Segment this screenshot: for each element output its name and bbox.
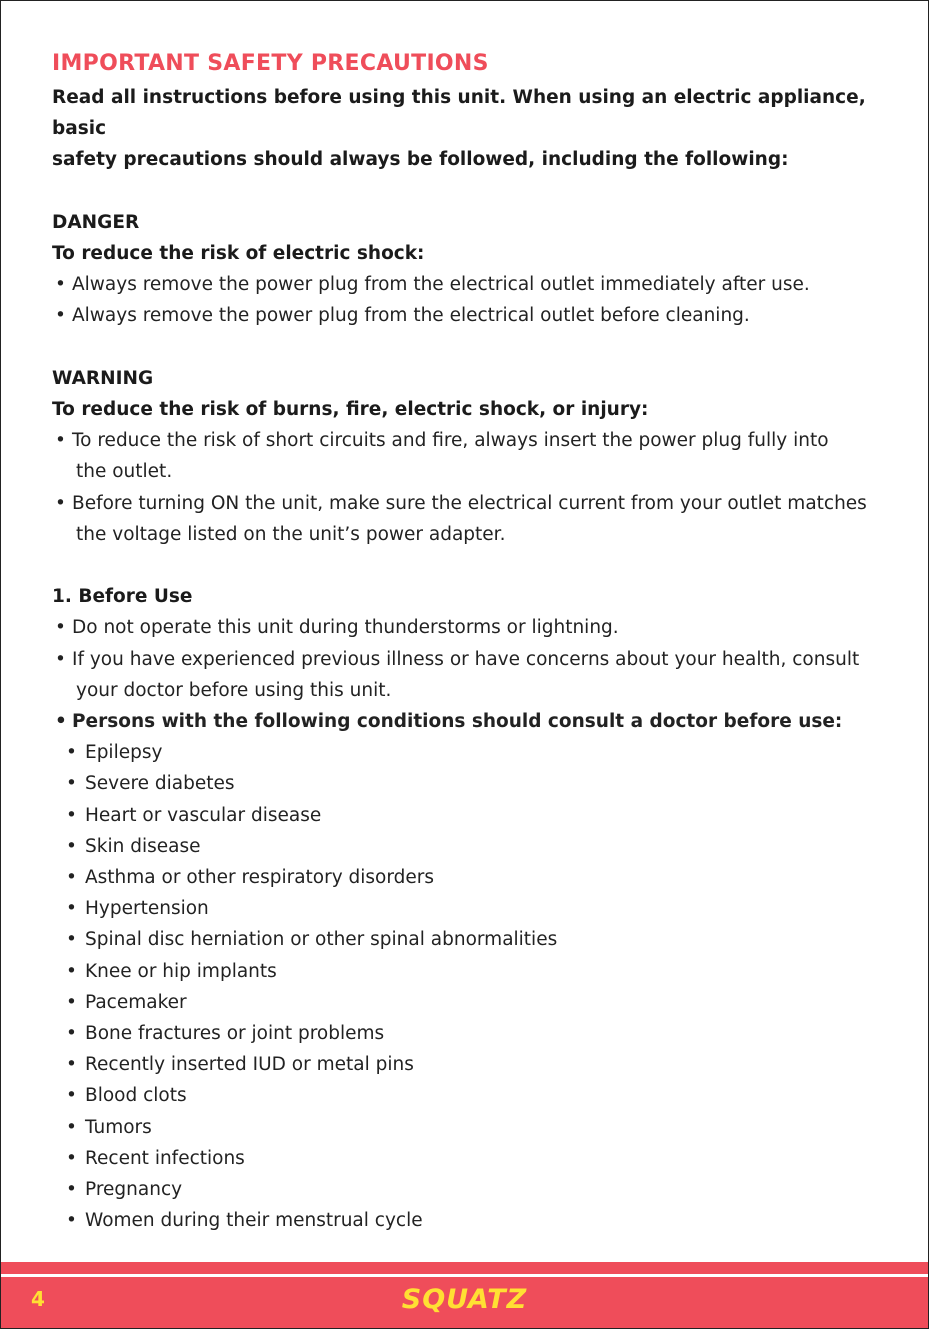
bullet-icon: •: [66, 742, 77, 764]
list-item: [52, 644, 882, 675]
warning-subheading: To reduce the risk of burns, fire, electric shock, or injury:: [52, 398, 649, 420]
bullet-icon: •: [55, 617, 66, 639]
bullet-icon: •: [55, 305, 66, 327]
list-item: [52, 300, 882, 331]
list-item-text: Skin disease: [85, 835, 201, 857]
list-item-text: Spinal disc herniation or other spinal abnormalities: [85, 929, 558, 951]
list-item-text: Persons with the following conditions should consult a doctor before use:: [72, 710, 843, 732]
list-item-continuation: the voltage listed on the unit’s power adapter.: [76, 523, 506, 545]
bullet-icon: •: [66, 1210, 77, 1232]
bullet-icon: •: [66, 1147, 77, 1169]
bullet-icon: •: [66, 835, 77, 857]
bullet-icon: •: [55, 648, 66, 670]
list-item: [52, 1205, 882, 1236]
list-item-text: Pregnancy: [85, 1178, 183, 1200]
list-item: [52, 706, 882, 737]
list-item-text: Do not operate this unit during thunderstorms or lightning.: [72, 617, 619, 639]
list-item: [52, 1174, 882, 1205]
warning-heading: WARNING: [52, 367, 154, 389]
footer-bar: [1, 1277, 928, 1328]
list-item-text: Recently inserted IUD or metal pins: [85, 1054, 414, 1076]
list-item: [52, 924, 882, 955]
list-item: [52, 1018, 882, 1049]
list-item: [52, 1143, 882, 1174]
page-title: IMPORTANT SAFETY PRECAUTIONS: [52, 51, 489, 76]
list-item: [52, 956, 882, 987]
list-item: [52, 737, 882, 768]
list-item-text: Epilepsy: [85, 742, 163, 764]
bullet-icon: •: [66, 898, 77, 920]
bullet-icon: •: [66, 991, 77, 1013]
list-item-text: Heart or vascular disease: [85, 804, 322, 826]
list-item-text: Hypertension: [85, 898, 209, 920]
list-item-text: Always remove the power plug from the electrical outlet before cleaning.: [72, 305, 750, 327]
spacer: [52, 332, 882, 363]
bullet-icon: •: [66, 804, 77, 826]
list-item: [52, 1112, 882, 1143]
list-item: [52, 862, 882, 893]
list-item-text: Tumors: [85, 1116, 152, 1138]
list-item-text: To reduce the risk of short circuits and fire, always insert the power plug fully into: [72, 430, 829, 452]
bullet-icon: •: [55, 274, 66, 296]
bullet-icon: •: [66, 1178, 77, 1200]
bullet-icon: •: [55, 492, 66, 514]
list-item-continuation: the outlet.: [76, 461, 173, 483]
list-item-continuation: your doctor before using this unit.: [76, 679, 392, 701]
list-item: [52, 768, 882, 799]
list-item: [52, 893, 882, 924]
list-item-text: Pacemaker: [85, 991, 187, 1013]
list-item-text: Blood clots: [85, 1085, 187, 1107]
conditions-list: [52, 737, 882, 1236]
bullet-icon: •: [66, 1054, 77, 1076]
list-item-text: Bone fractures or joint problems: [85, 1022, 385, 1044]
list-item-text: Women during their menstrual cycle: [85, 1210, 423, 1232]
bullet-icon: •: [66, 929, 77, 951]
bullet-icon: •: [66, 1116, 77, 1138]
list-item: [52, 488, 882, 519]
list-item-text: Before turning ON the unit, make sure the electrical current from your outlet matches: [72, 492, 867, 514]
list-item: [52, 1080, 882, 1111]
list-item-text: If you have experienced previous illness or have concerns about your health, consult: [72, 648, 860, 670]
list-item: [52, 987, 882, 1018]
list-item-text: Always remove the power plug from the electrical outlet immediately after use.: [72, 274, 810, 296]
danger-subheading: To reduce the risk of electric shock:: [52, 242, 425, 264]
bullet-icon: •: [66, 866, 77, 888]
intro-line-1: Read all instructions before using this unit. When using an electric appliance, basic: [52, 87, 866, 140]
list-item: [52, 831, 882, 862]
list-item: [52, 269, 882, 300]
list-item: [52, 800, 882, 831]
danger-heading: DANGER: [52, 211, 140, 233]
footer-stripe: [1, 1262, 928, 1274]
spacer: [52, 176, 882, 207]
list-item-text: Recent infections: [85, 1147, 245, 1169]
bullet-icon: •: [55, 710, 67, 732]
before-use-heading: 1. Before Use: [52, 586, 193, 608]
list-item: [52, 612, 882, 643]
page-number: 4: [31, 1287, 45, 1311]
list-item-text: Knee or hip implants: [85, 960, 277, 982]
document-body: [52, 46, 882, 1236]
bullet-icon: •: [66, 773, 77, 795]
list-item: [52, 425, 882, 456]
intro-line-2: safety precautions should always be followed, including the following:: [52, 149, 789, 171]
brand-logo: SQUATZ: [401, 1284, 528, 1315]
bullet-icon: •: [66, 1085, 77, 1107]
list-item-text: Severe diabetes: [85, 773, 235, 795]
list-item-text: Asthma or other respiratory disorders: [85, 866, 435, 888]
bullet-icon: •: [66, 1022, 77, 1044]
list-item: [52, 1049, 882, 1080]
spacer: [52, 550, 882, 581]
bullet-icon: •: [66, 960, 77, 982]
bullet-icon: •: [55, 430, 66, 452]
